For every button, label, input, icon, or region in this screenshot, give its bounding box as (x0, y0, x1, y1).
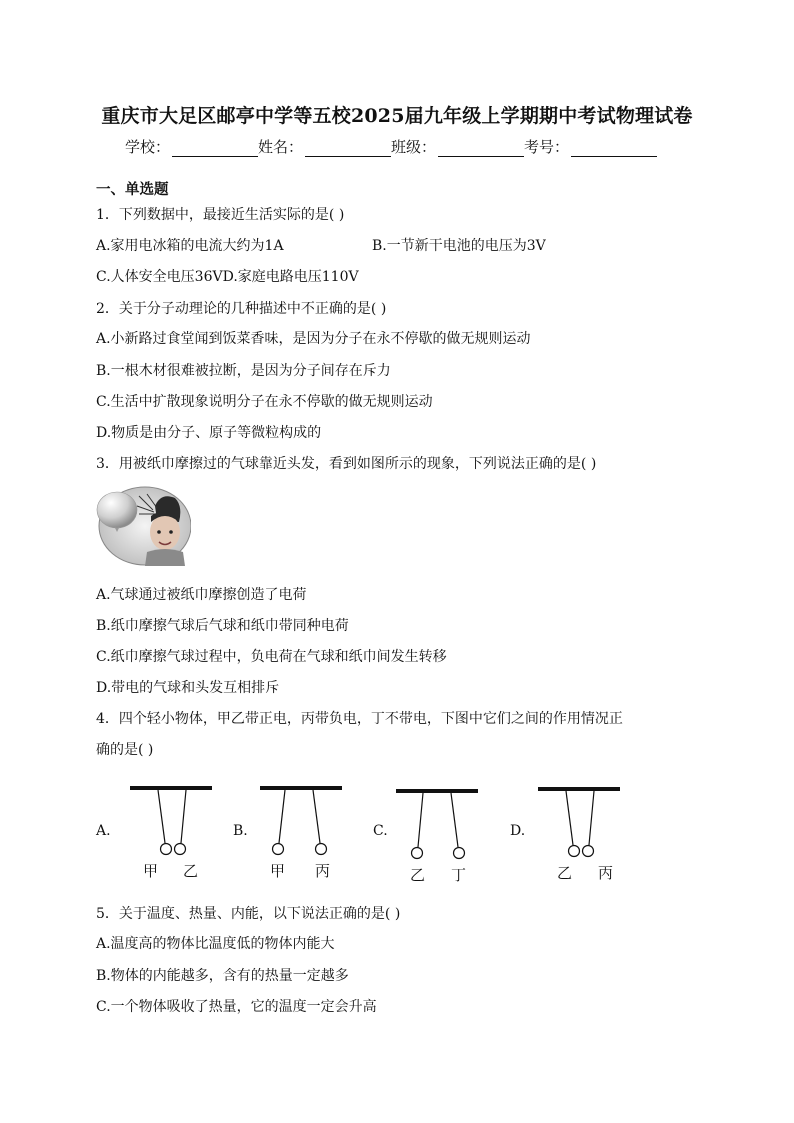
q5-option-b: B.物体的内能越多，含有的热量一定越多 (96, 968, 349, 984)
q4-option-b-letter: B. (233, 823, 248, 839)
q5-stem: 5．关于温度、热量、内能，以下说法正确的是( ) (96, 906, 401, 922)
q5-option-c: C.一个物体吸收了热量，它的温度一定会升高 (96, 999, 377, 1015)
q4-b-right-label: 丙 (315, 862, 331, 880)
q2-option-b: B.一根木材很难被拉断，是因为分子间存在斥力 (96, 363, 391, 379)
q2-option-c: C.生活中扩散现象说明分子在永不停歇的做无规则运动 (96, 394, 433, 410)
pendulum-d (538, 789, 620, 857)
q4-option-a-letter: A. (96, 823, 111, 839)
q4-stem-line1: 4．四个轻小物体，甲乙带正电，丙带负电，丁不带电，下图中它们之间的作用情况正 (96, 711, 623, 727)
q4-stem-line2: 确的是( ) (96, 742, 154, 758)
section-title: 一、单选题 (96, 181, 169, 198)
q4-a-left-label: 甲 (143, 862, 159, 880)
q1-option-cd: C.人体安全电压36VD.家庭电路电压110V (96, 269, 359, 285)
pendulum-b (260, 788, 342, 855)
q1-option-b: B.一节新干电池的电压为3V (372, 238, 546, 254)
q4-c-right-label: 丁 (451, 866, 467, 884)
q4-option-c-letter: C. (373, 823, 388, 839)
q3-option-a: A.气球通过被纸巾摩擦创造了电荷 (96, 587, 307, 603)
q4-a-right-label: 乙 (183, 862, 199, 880)
pendulum-a (130, 788, 212, 855)
q4-d-left-label: 乙 (557, 864, 573, 882)
name-label: 姓名： (258, 138, 304, 156)
q1-option-a: A.家用电冰箱的电流大约为1A (96, 238, 284, 254)
q3-option-b: B.纸巾摩擦气球后气球和纸巾带同种电荷 (96, 618, 349, 634)
school-label: 学校： (125, 138, 171, 156)
q4-b-left-label: 甲 (270, 862, 286, 880)
q2-option-a: A.小新路过食堂闻到饭菜香味，是因为分子在永不停歇的做无规则运动 (96, 331, 531, 347)
q4-d-right-label: 丙 (598, 864, 614, 882)
q1-stem: 1．下列数据中，最接近生活实际的是( ) (96, 207, 345, 223)
exam-number-label: 考号： (524, 138, 570, 156)
q3-option-c: C.纸巾摩擦气球过程中，负电荷在气球和纸巾间发生转移 (96, 649, 447, 665)
pendulum-c (396, 791, 478, 859)
q4-option-d-letter: D. (510, 823, 526, 839)
class-label: 班级： (391, 138, 437, 156)
exam-title: 重庆市大足区邮亭中学等五校2025届九年级上学期期中考试物理试卷 (101, 105, 693, 127)
q2-option-d: D.物质是由分子、原子等微粒构成的 (96, 425, 322, 441)
q2-stem: 2．关于分子动理论的几种描述中不正确的是( ) (96, 301, 387, 317)
q4-c-left-label: 乙 (410, 866, 426, 884)
q3-stem: 3．用被纸巾摩擦过的气球靠近头发，看到如图所示的现象，下列说法正确的是( ) (96, 456, 597, 472)
q3-option-d: D.带电的气球和头发互相排斥 (96, 680, 280, 696)
q5-option-a: A.温度高的物体比温度低的物体内能大 (96, 936, 335, 952)
